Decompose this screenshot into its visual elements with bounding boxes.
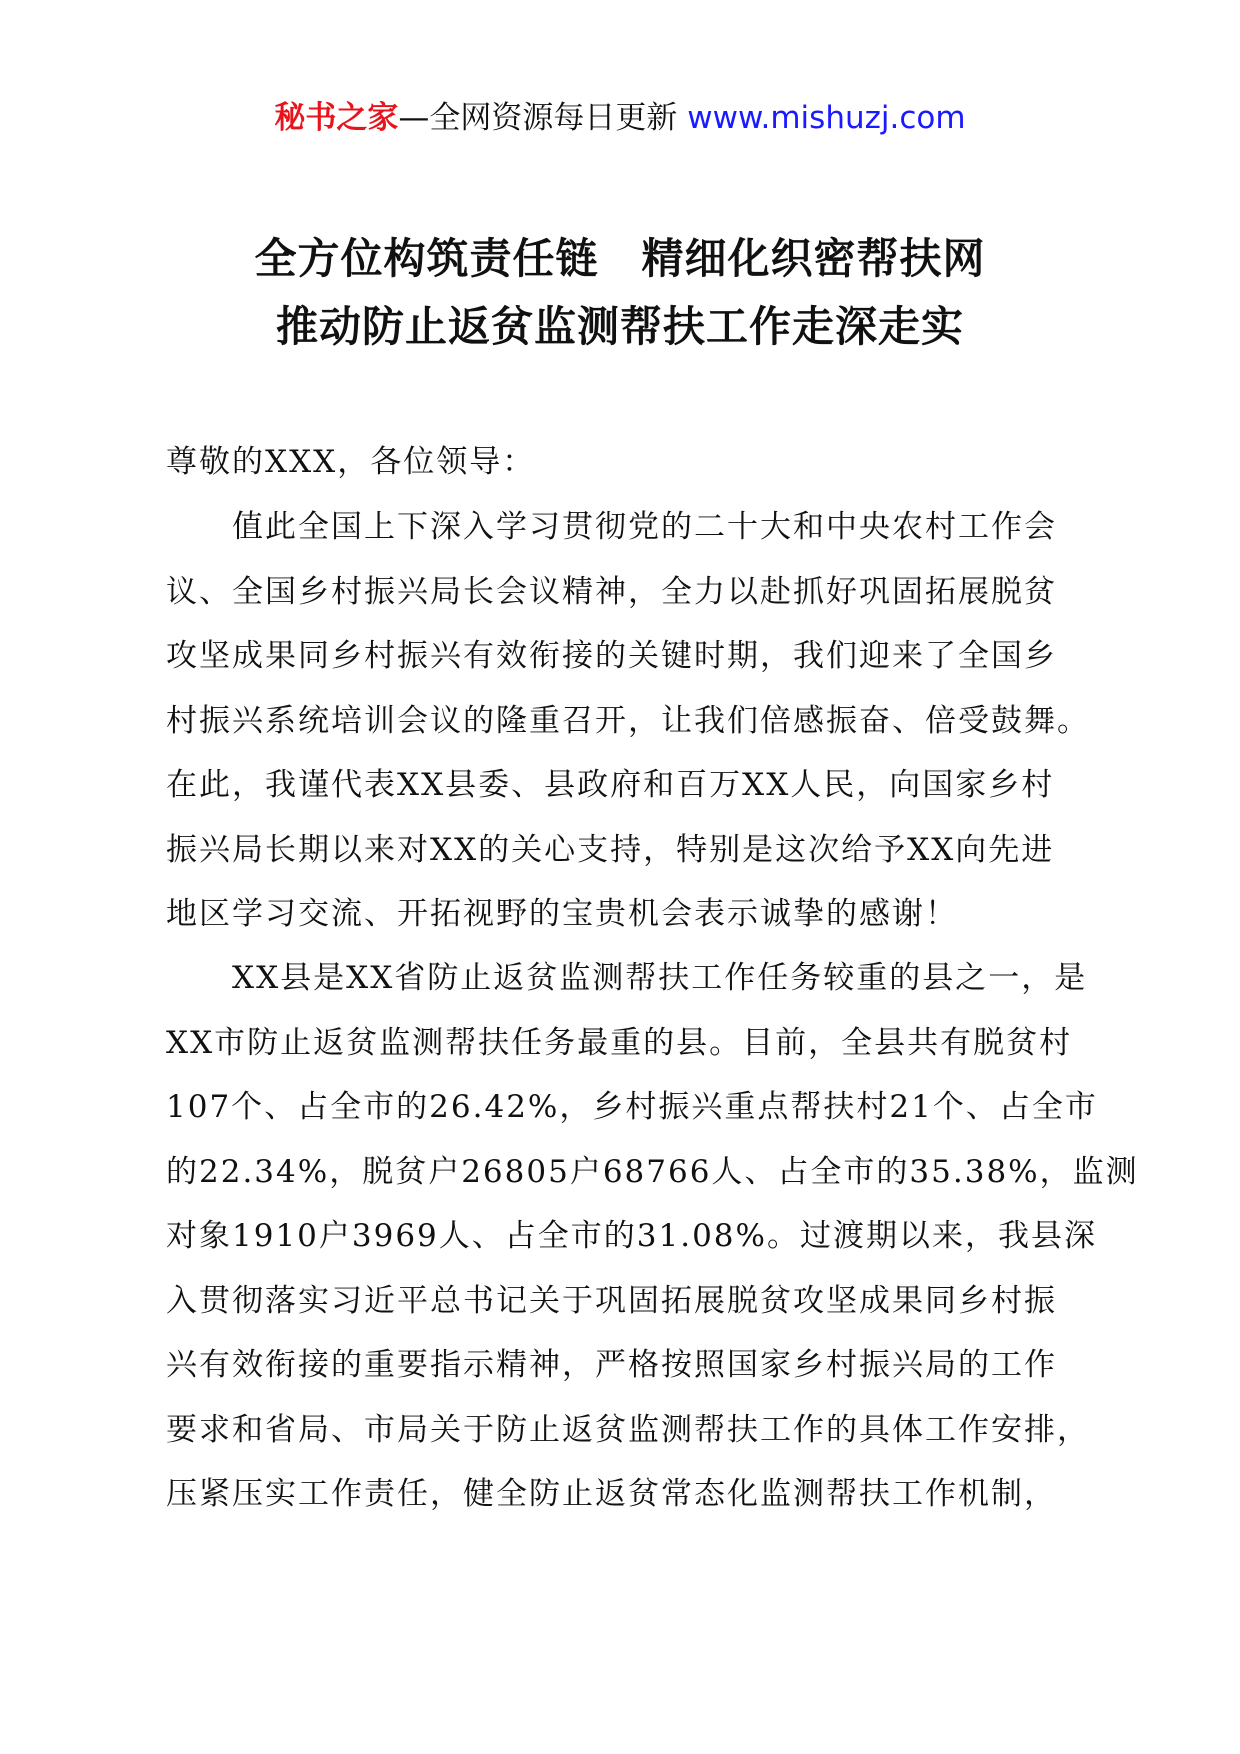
- text-line: XX市防止返贫监测帮扶任务最重的县。目前，全县共有脱贫村: [166, 1024, 1073, 1061]
- text-line: XX县是XX省防止返贫监测帮扶工作任务较重的县之一，是: [166, 960, 1088, 996]
- text-line: 107个、占全市的26.42%，乡村振兴重点帮扶村21个、占全市: [166, 1089, 1098, 1125]
- text-line: 要求和省局、市局关于防止返贫监测帮扶工作的具体工作安排，: [166, 1411, 1090, 1448]
- salutation: 尊敬的XXX，各位领导：: [166, 444, 536, 480]
- text-line: 在此，我谨代表XX县委、县政府和百万XX人民，向国家乡村: [166, 767, 1055, 803]
- text-line: 值此全国上下深入学习贯彻党的二十大和中央农村工作会: [166, 509, 1057, 545]
- paragraph-2: [166, 946, 1139, 1527]
- document-title-line-1: 全方位构筑责任链 精细化织密帮扶网: [254, 234, 986, 283]
- document-title-line-2: 推动防止返贫监测帮扶工作走深走实: [275, 302, 964, 351]
- paragraph-1: [166, 495, 1090, 947]
- text-line: 地区学习交流、开拓视野的宝贵机会表示诚挚的感谢！: [166, 896, 958, 932]
- text-line: 兴有效衔接的重要指示精神，严格按照国家乡村振兴局的工作: [166, 1347, 1057, 1383]
- site-header: [0, 98, 1240, 138]
- text-line: 村振兴系统培训会议的隆重召开，让我们倍感振奋、倍受鼓舞。: [166, 702, 1090, 739]
- text-line: 入贯彻落实习近平总书记关于巩固拓展脱贫攻坚成果同乡村振: [166, 1282, 1057, 1319]
- text-line: 攻坚成果同乡村振兴有效衔接的关键时期，我们迎来了全国乡: [166, 638, 1057, 674]
- header-tagline: —全网资源每日更新: [398, 100, 688, 136]
- brand-name: 秘书之家: [274, 100, 399, 136]
- text-line: 议、全国乡村振兴局长会议精神，全力以赴抓好巩固拓展脱贫: [166, 573, 1057, 610]
- text-line: 对象1910户3969人、占全市的31.08%。过渡期以来，我县深: [166, 1218, 1097, 1254]
- text-line: 振兴局长期以来对XX的关心支持，特别是这次给予XX向先进: [166, 831, 1055, 868]
- text-line: 的22.34%，脱贫户26805户68766人、占全市的35.38%，监测: [166, 1153, 1139, 1190]
- site-url-link[interactable]: www.mishuzj.com: [687, 100, 966, 136]
- text-line: 压紧压实工作责任，健全防止返贫常态化监测帮扶工作机制，: [166, 1476, 1057, 1512]
